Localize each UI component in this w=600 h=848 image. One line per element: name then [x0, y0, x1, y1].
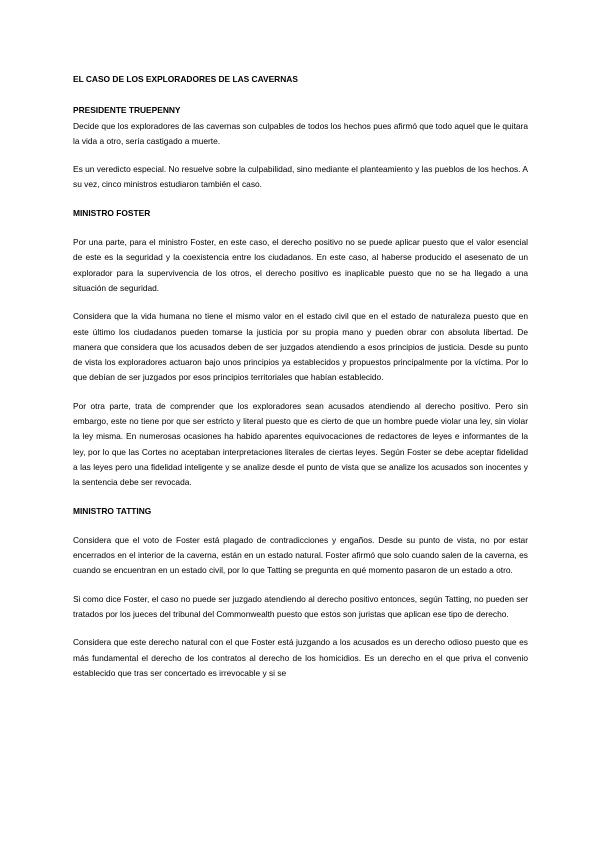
paragraph: Considera que la vida humana no tiene el mismo valor en el estado civil que en el estado de naturaleza puesto que en este último los ciudadanos pueden tomarse la justicia por su propia mano y pueden obrar con absoluta libertad. De manera que considera que los acusados deben de ser juzgados atendiendo a esos principios de justicia. Desde su punto de vista los exploradores actuaron bajo unos principios ya establecidos y propuestos principalmente por la víctima. Por lo que debían de ser juzgados por esos principios territoriales que habían establecido.: [73, 311, 528, 383]
document-title: EL CASO DE LOS EXPLORADORES DE LAS CAVERNAS: [73, 74, 298, 84]
paragraph: Considera que este derecho natural con el que Foster está juzgando a los acusados es un derecho odioso puesto que es más fundamental el derecho de los contratos al derecho de los homicidios. Es un derecho en el que priva el convenio establecido que tras ser concertado es irrevocable y si se: [73, 637, 528, 678]
paragraph: Si como dice Foster, el caso no puede ser juzgado atendiendo al derecho positivo entonces, según Tatting, no pueden ser tratados por los jueces del tribunal del Commonwealth puesto que estos son juristas que aplican ese tipo de derecho.: [73, 593, 528, 620]
section-heading: MINISTRO TATTING: [73, 505, 152, 516]
paragraph: Es un veredicto especial. No resuelve sobre la culpabilidad, sino mediante el planteamiento y las pueblos de los hechos. A su vez, cinco ministros estudiaron también el caso.: [73, 164, 528, 190]
section-heading: PRESIDENTE TRUEPENNY: [73, 105, 181, 116]
paragraph: Por una parte, para el ministro Foster, en este caso, el derecho positivo no se puede aplicar puesto que el valor esencial de este es la seguridad y la coexistencia entre los ciudadanos. En este caso, al haberse producido el asesenato de un explorador para la supervivencia de los otros, el derecho positivo es inaplicable puesto que no se ha llegado a una situación de seguridad.: [73, 237, 528, 293]
paragraph: Decide que los exploradores de las cavernas son culpables de todos los hechos pues afirmó que todo aquel que le quitara la vida a otro, sería castigado a muerte.: [73, 120, 528, 146]
document-body: [73, 72, 528, 694]
paragraph: Considera que el voto de Foster está plagado de contradicciones y engaños. Desde su punto de vista, no por estar encerrados en el interior de la caverna, están en un estado natural. Foster afirmó que solo cuando salen de la caverna, es cuando se encuentran en un estado civil, por lo que Tatting se pregunta en qué momento pasaron de un estado a otro.: [73, 534, 528, 576]
paragraph: Por otra parte, trata de comprender que los exploradores sean acusados atendiendo al derecho positivo. Pero sin embargo, este no tiene por que ser estricto y literal puesto que es cierto de que un hombre puede violar una ley, sin violar la ley misma. En numerosas ocasiones ha habido aparentes equivocaciones de redactores de leyes e informantes de la ley, por lo que las Cortes no aceptaban interpretaciones literales de ciertas leyes. Según Foster se debe aceptar fidelidad a las leyes pero una fidelidad inteligente y se analize desde el punto de vista que se analize los acusados son inocentes y la sentencia debe ser revocada.: [73, 400, 528, 488]
section-heading: MINISTRO FOSTER: [73, 207, 151, 218]
